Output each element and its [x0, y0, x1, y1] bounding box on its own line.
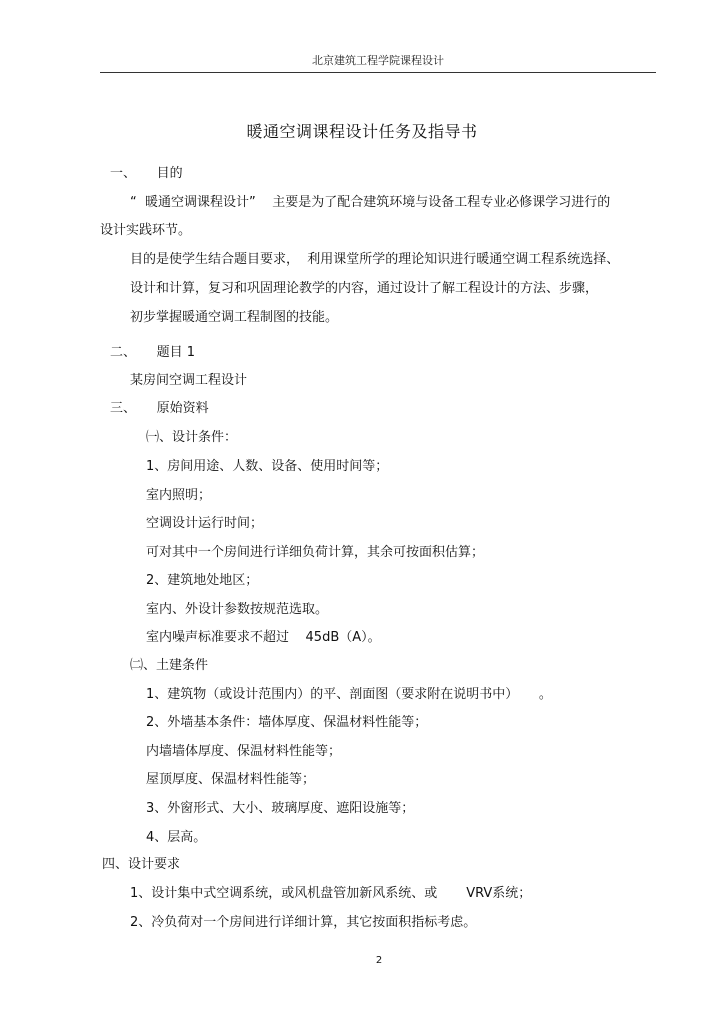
- section-heading-topic: 二、 题目 1: [110, 345, 196, 360]
- paragraph-line: “ 暖通空调课程设计” 主要是为了配合建筑环境与设备工程专业必修课学习进行的: [130, 195, 611, 210]
- list-item: 空调设计运行时间；: [146, 516, 264, 531]
- document-title: 暖通空调课程设计任务及指导书: [246, 122, 478, 141]
- list-item: 1、设计集中式空调系统，或风机盘管加新风系统、或 VRV系统；: [130, 886, 532, 901]
- paragraph-line: 设计和计算，复习和巩固理论教学的内容，通过设计了解工程设计的方法、步骤，: [130, 281, 599, 296]
- subsection-heading: ㈠、设计条件：: [146, 430, 238, 445]
- running-header: 北京建筑工程学院课程设计: [312, 54, 444, 67]
- list-item: 室内、外设计参数按规范选取。: [146, 602, 329, 617]
- list-item: 室内噪声标准要求不超过 45dB（A）。: [146, 630, 381, 645]
- subsection-heading: ㈡、土建条件: [130, 658, 209, 673]
- paragraph-line: 目的是使学生结合题目要求， 利用课堂所学的理论知识进行暖通空调工程系统选择、: [130, 252, 620, 267]
- list-item: 1、建筑物（或设计范围内）的平、剖面图（要求附在说明书中） 。: [146, 687, 552, 702]
- list-item: 2、建筑地处地区；: [146, 573, 259, 588]
- list-item: 2、外墙基本条件：墙体厚度、保温材料性能等；: [146, 715, 428, 730]
- list-item: 屋顶厚度、保温材料性能等；: [146, 772, 316, 787]
- list-item: 2、冷负荷对一个房间进行详细计算，其它按面积指标考虑。: [130, 915, 477, 930]
- paragraph-line: 设计实践环节。: [100, 223, 192, 238]
- list-item: 内墙墙体厚度、保温材料性能等；: [146, 744, 342, 759]
- page-number: 2: [375, 955, 383, 966]
- section-heading-purpose: 一、 目的: [110, 166, 183, 181]
- list-item: 1、房间用途、人数、设备、使用时间等；: [146, 459, 389, 474]
- section-heading-data: 三、 原始资料: [110, 401, 209, 416]
- section-heading-requirements: 四、设计要求: [102, 857, 181, 872]
- list-item: 3、外窗形式、大小、玻璃厚度、遮阳设施等；: [146, 801, 415, 816]
- paragraph-line: 某房间空调工程设计: [130, 373, 248, 388]
- header-rule: [100, 72, 656, 73]
- list-item: 室内照明；: [146, 488, 212, 503]
- list-item: 可对其中一个房间进行详细负荷计算，其余可按面积估算；: [146, 545, 485, 560]
- list-item: 4、层高。: [146, 830, 207, 845]
- paragraph-line: 初步掌握暖通空调工程制图的技能。: [130, 310, 339, 325]
